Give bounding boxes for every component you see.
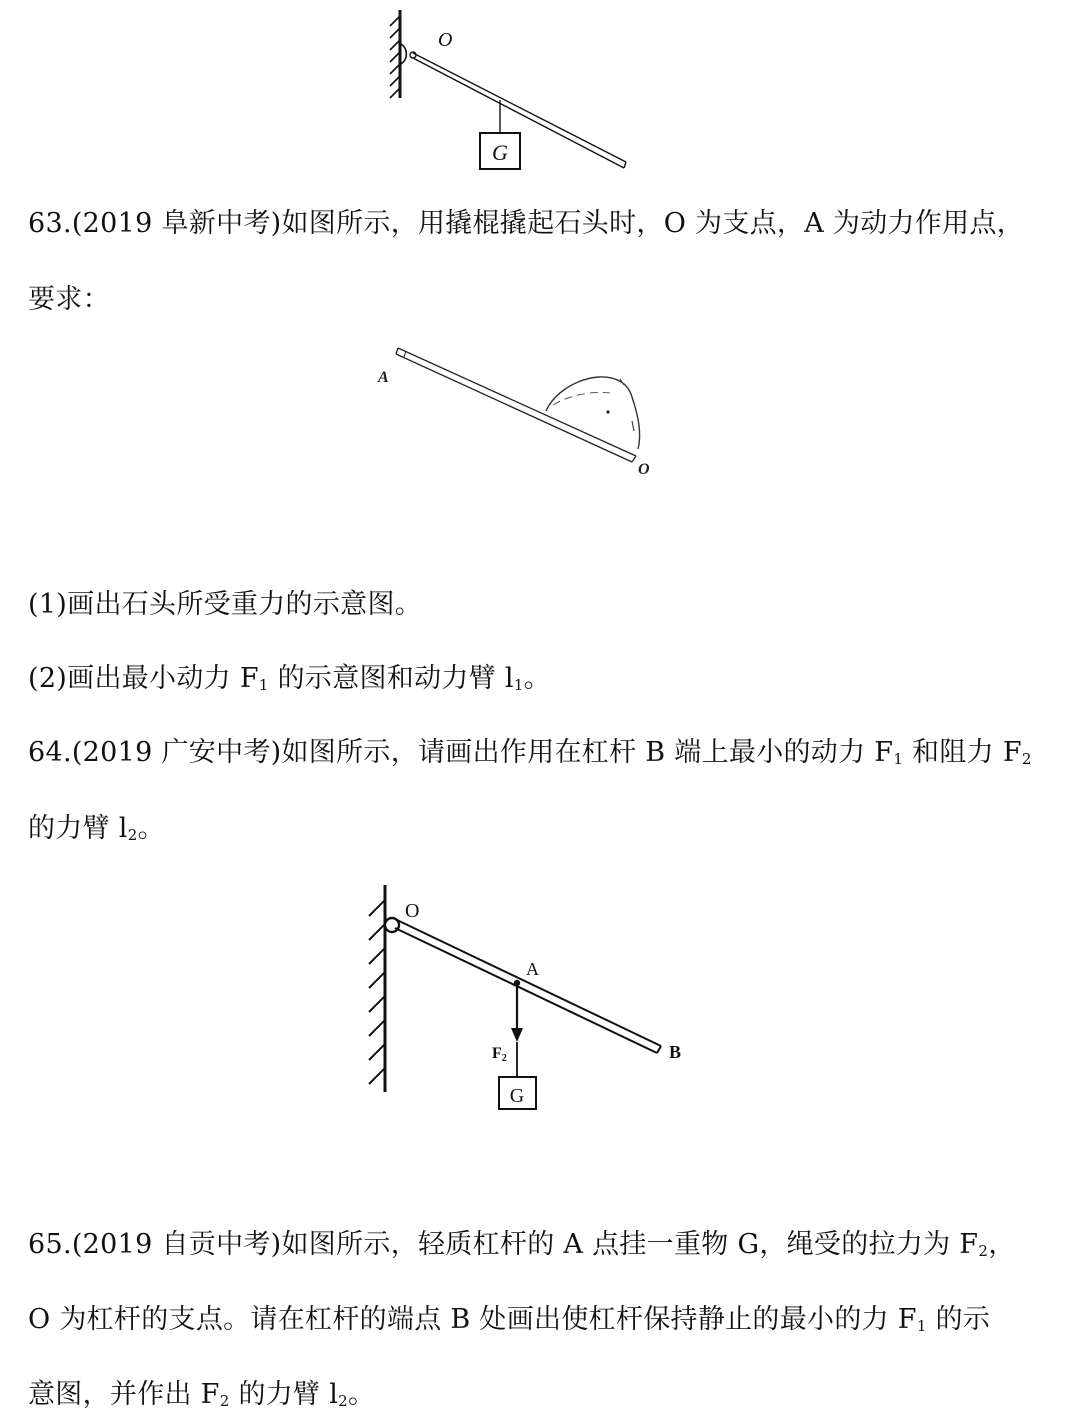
q65-line-2: O 为杠杆的支点。请在杠杆的端点 B 处画出使杠杆保持静止的最小的力 $F_1$ 的示 [28,1304,991,1335]
q65-line-3: 意图，并作出 $F_2$ 的力臂 $l_2$。 [28,1379,376,1410]
q63-line-2: 要求： [28,284,110,315]
lever-rod-bottom [395,928,657,1053]
pivot-label-o: O [405,900,420,922]
q63-sub-1: (1)画出石头所受重力的示意图。 [28,589,423,620]
q64-line-1: 64.(2019 广安中考)如图所示，请画出作用在杠杆 B 端上最小的动力 $F_1$ 和阻力 $F_2$ [28,737,1032,768]
pivot-label-o: O [438,29,453,51]
hinge [401,44,406,64]
q64-line-2: 的力臂 $l_2$。 [28,813,165,844]
figure-q62-lever [380,0,640,180]
q63-sub-2: (2)画出最小动力 $F_1$ 的示意图和动力臂 $l_1$。 [28,663,551,694]
stone-center-dot [606,410,609,413]
weight-label-g: G [492,140,508,165]
figure-q64-lever [355,880,705,1120]
figure-q63-crowbar [370,335,670,485]
pivot-point [410,52,416,58]
crowbar-bottom [396,354,632,462]
force-f2-arrow-head [511,1028,523,1042]
q63-line-1: 63.(2019 阜新中考)如图所示，用撬棍撬起石头时，O 为支点，A 为动力作用点， [28,208,1024,239]
lever-rod-top [397,920,661,1046]
pivot-label-o: O [638,461,650,478]
end-label-a: A [378,369,389,386]
stone-outline [546,377,640,449]
point-label-a: A [526,959,539,979]
q65-line-1: 65.(2019 自贡中考)如图所示，轻质杠杆的 A 点挂一重物 G，绳受的拉力为 $F_2$， [28,1229,1016,1260]
wall-hatching [369,900,385,1084]
force-label-f2: F2 [492,1045,507,1064]
crowbar-top [398,348,636,456]
weight-label-g: G [509,1085,525,1107]
end-label-b: B [669,1042,682,1062]
